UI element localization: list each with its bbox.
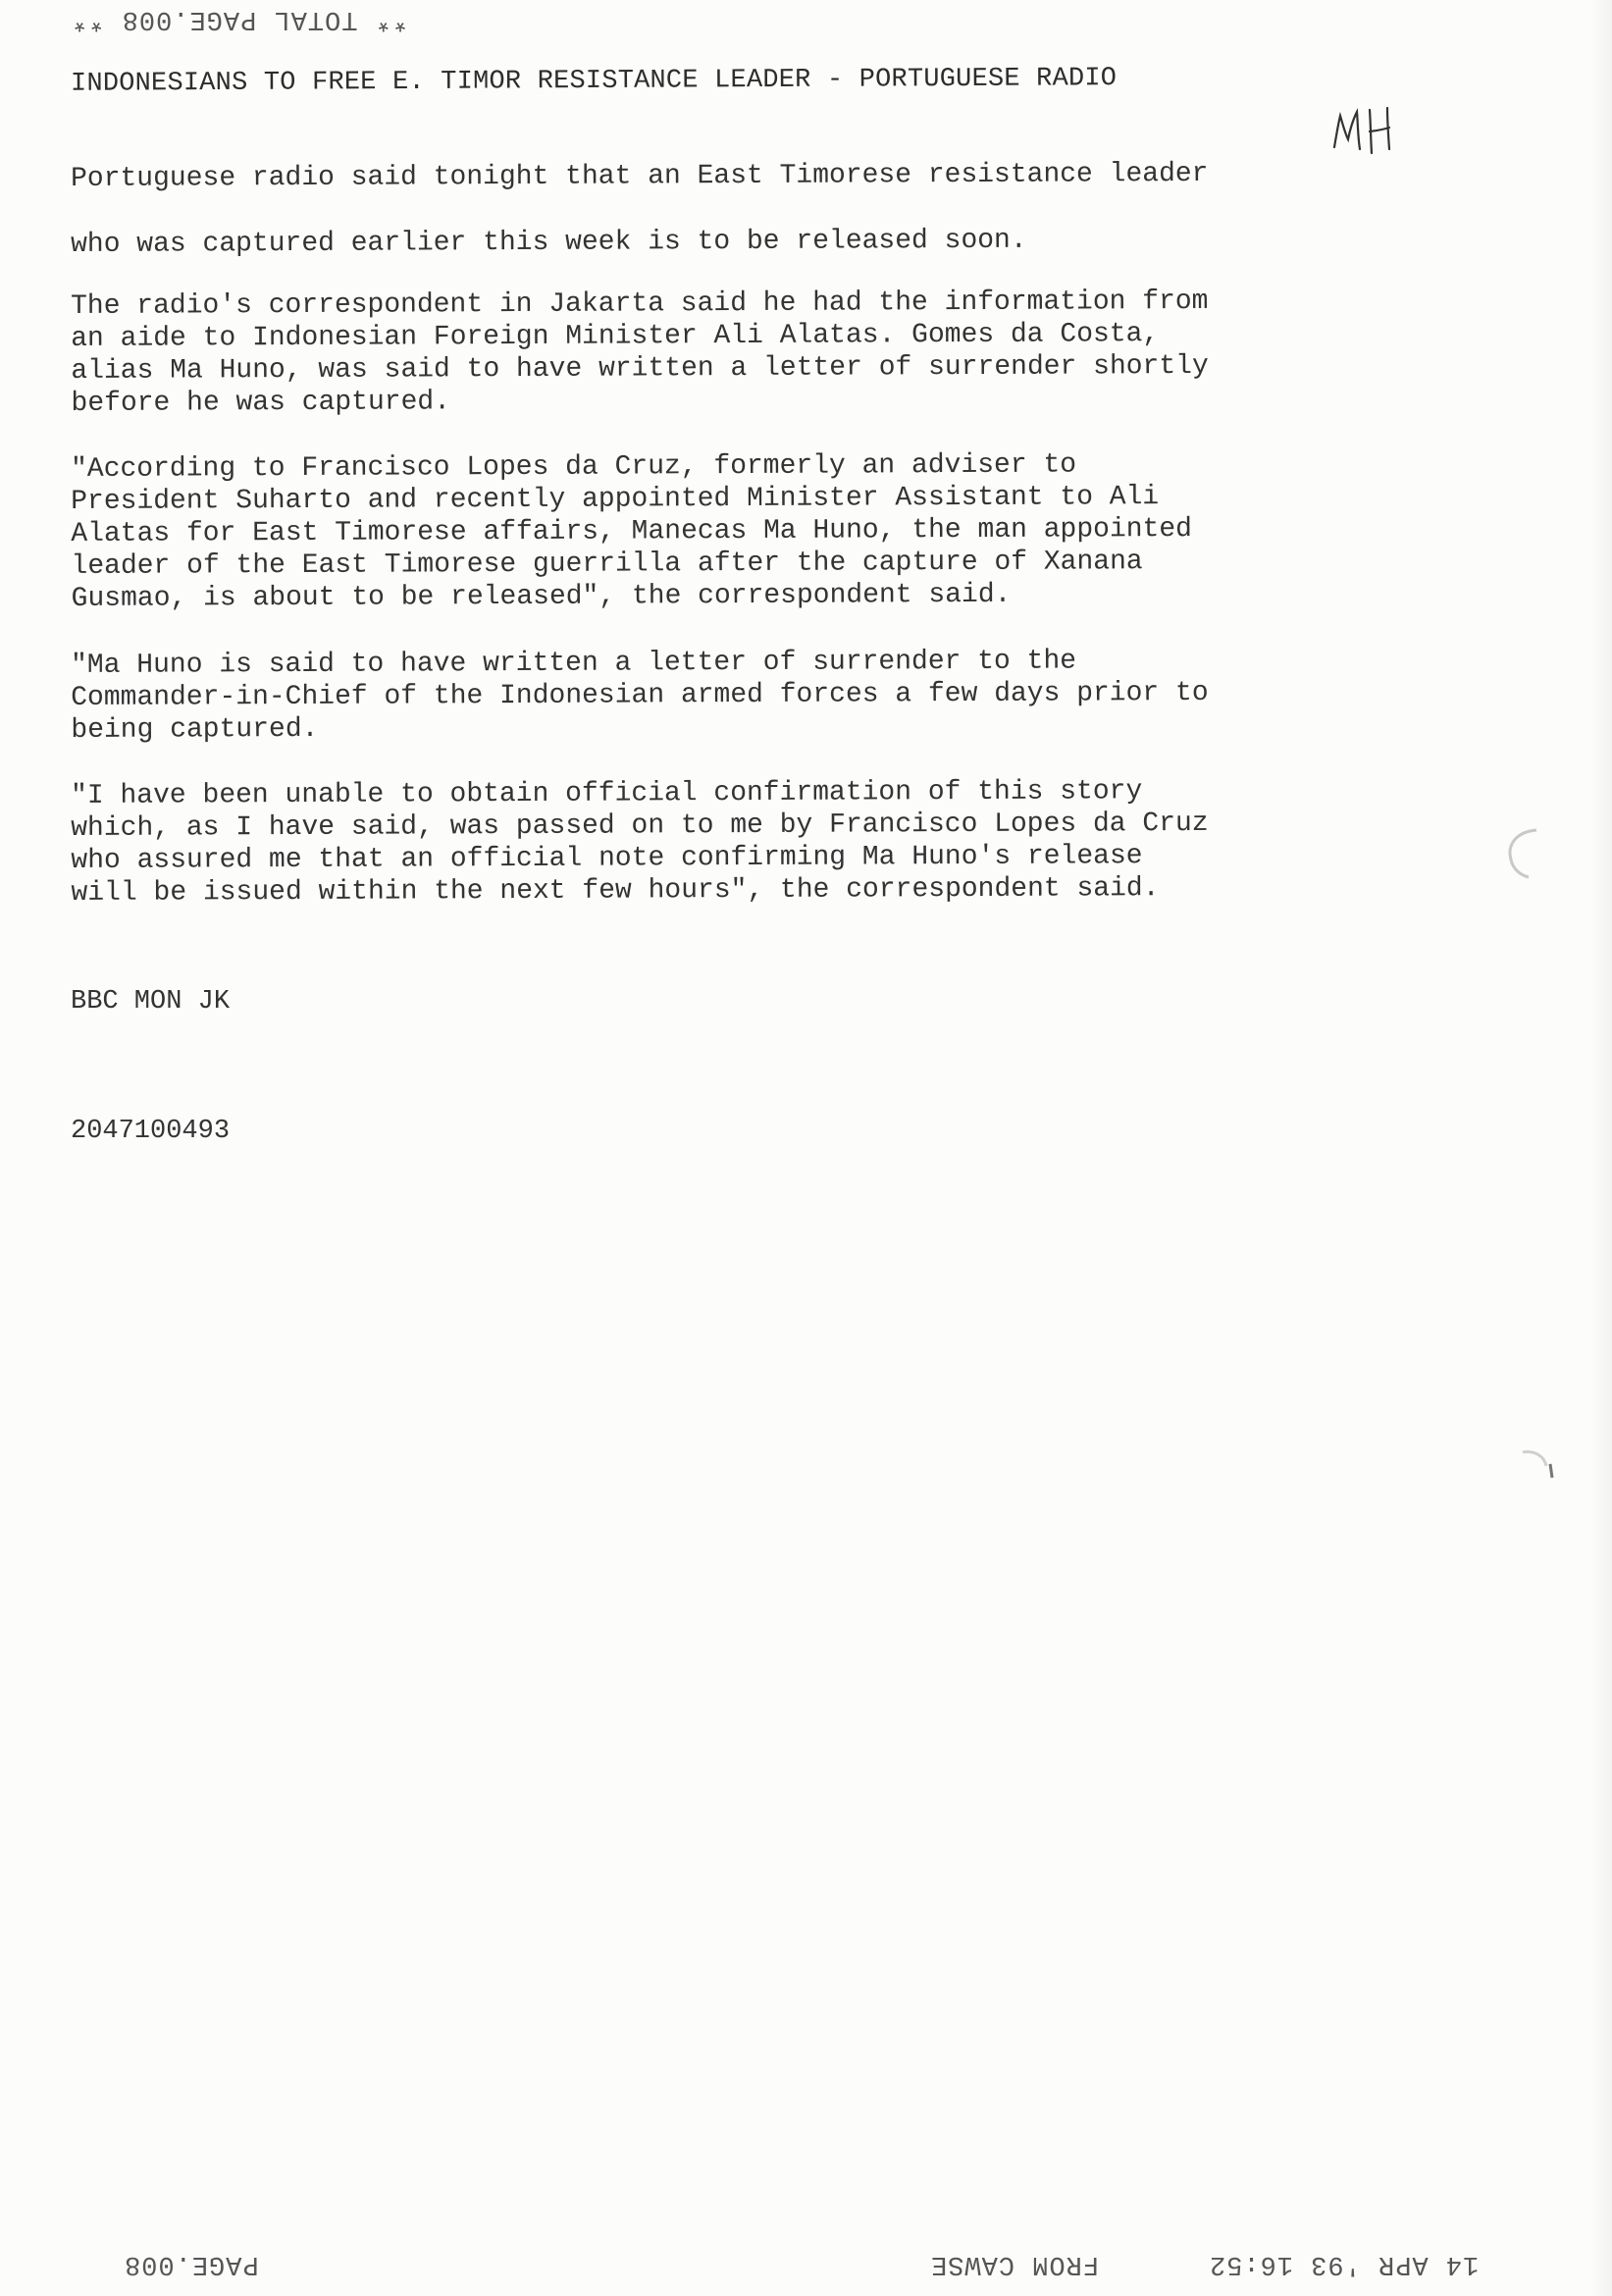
fax-footer-from: FROM CAWSE <box>930 2249 1100 2278</box>
fax-total-page-banner: ** TOTAL PAGE.008 ** <box>71 4 409 33</box>
headline: INDONESIANS TO FREE E. TIMOR RESISTANCE LEADER - PORTUGUESE RADIO <box>70 64 1118 99</box>
scan-edge-mark-upper <box>1501 826 1540 881</box>
paragraph-correspondent: The radio's correspondent in Jakarta said he had the information from an aide to Indonesian Foreign Minister Ali Alatas. Gomes da Costa, alias Ma Huno, was said to have written a letter of surrender shortly before he was captured. <box>71 286 1209 419</box>
document-id: 2047100493 <box>71 1117 231 1146</box>
source-line: BBC MON JK <box>71 987 231 1017</box>
paragraph-no-confirmation: "I have been unable to obtain official confirmation of this story which, as I have said, was passed on to me by Francisco Lopes da Cruz who assured me that an official note confirming Ma Huno's release will be issued within the next few hours", the correspondent said. <box>71 776 1209 909</box>
paragraph-lopes-da-cruz-quote: "According to Francisco Lopes da Cruz, formerly an adviser to President Suharto and recently appointed Minister Assistant to Ali Alatas for East Timorese affairs, Manecas Ma Huno, the man appointed leader of the East Timorese guerrilla after the capture of Xanana Gusmao, is about to be released", the correspondent said. <box>71 449 1193 614</box>
paragraph-lead: Portuguese radio said tonight that an East Timorese resistance leader <box>71 158 1209 194</box>
fax-footer-timestamp: 14 APR '93 16:52 <box>1209 2249 1480 2278</box>
scan-edge-shading <box>1590 0 1612 2296</box>
scan-edge-mark-lower <box>1519 1448 1558 1487</box>
handwritten-initials-mark <box>1330 106 1399 165</box>
fax-footer-page: PAGE.008 <box>124 2249 259 2278</box>
paragraph-lead-continued: who was captured earlier this week is to be released soon. <box>71 225 1027 260</box>
paragraph-surrender-letter: "Ma Huno is said to have written a letter of surrender to the Commander-in-Chief of the Indonesian armed forces a few days prior to being captured. <box>71 646 1209 746</box>
